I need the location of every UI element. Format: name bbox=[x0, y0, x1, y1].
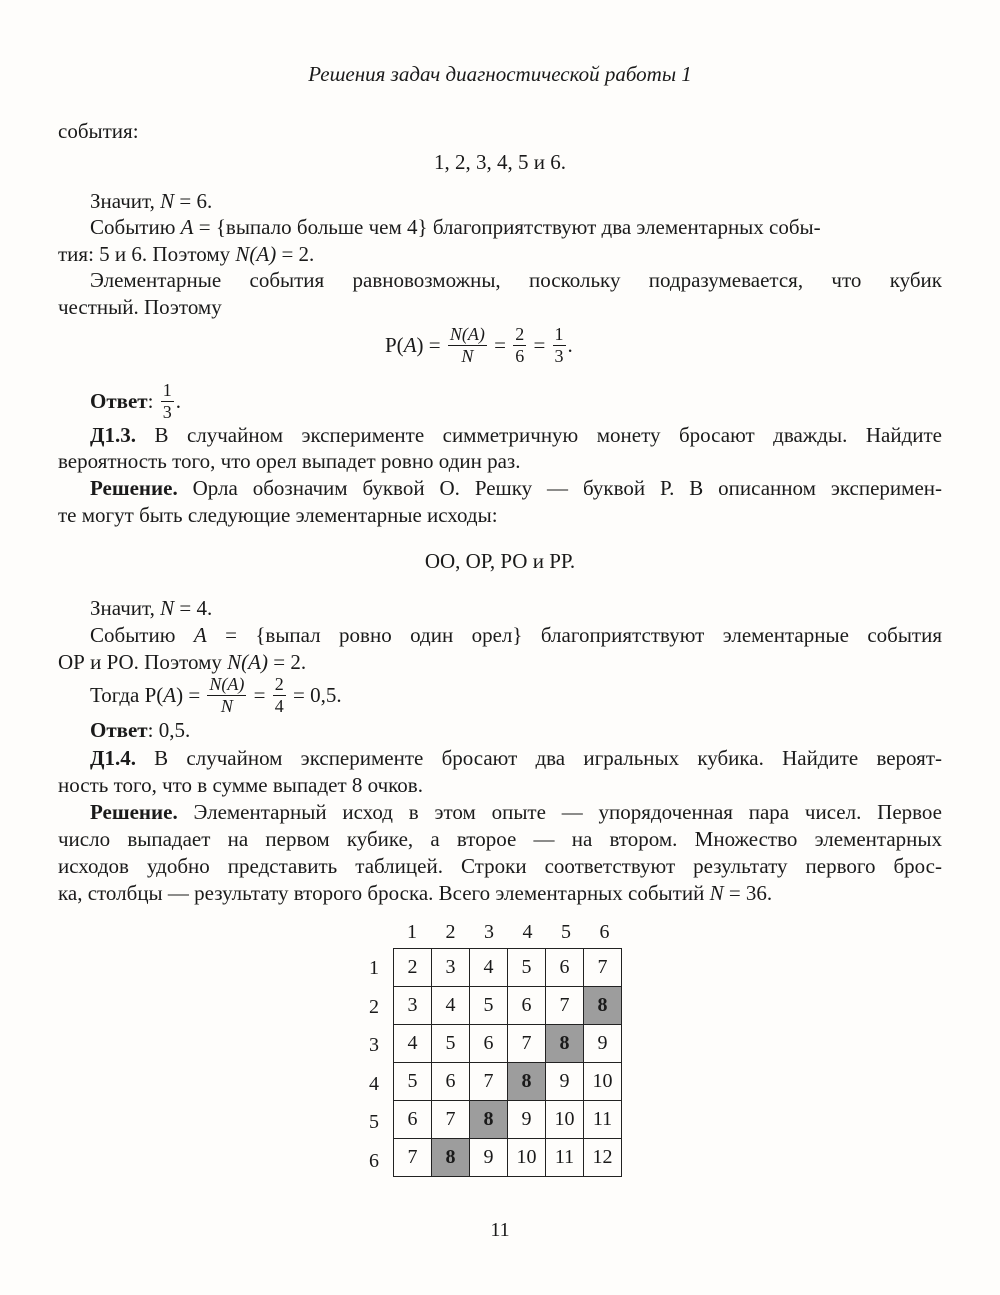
outcome-list: 1, 2, 3, 4, 5 и 6. bbox=[434, 150, 566, 174]
table-cell: 5 bbox=[394, 1063, 432, 1101]
problem-statement: Д1.3. В случайном эксперименте симметричную монету бросают дважды. Найдите bbox=[90, 423, 942, 447]
text-line: Событию A = {выпал ровно один орел} благоприятствуют элементарные события bbox=[90, 623, 943, 647]
table-cell: 6 bbox=[432, 1063, 470, 1101]
fraction: $\frac{2}{6}$ bbox=[515, 324, 525, 366]
table-row bbox=[394, 1063, 622, 1101]
table-cell: 7 bbox=[470, 1063, 508, 1101]
table-cell: 8 bbox=[508, 1063, 546, 1101]
table-cell: 4 bbox=[432, 987, 470, 1025]
text-line: тия: 5 и 6. Поэтому N(A) = 2. bbox=[58, 242, 315, 266]
solution-line: Решение. Элементарный исход в этом опыте — упорядоченная пара чисел. Первое bbox=[90, 800, 942, 824]
table-cell: 3 bbox=[432, 949, 470, 987]
table-row bbox=[394, 1101, 622, 1139]
fraction: $\frac{1}{3}$ bbox=[554, 324, 564, 366]
row-header: 4 bbox=[369, 1072, 379, 1095]
fraction: $\frac{2}{4}$ bbox=[274, 674, 284, 716]
text-line: Событию A = {выпало больше чем 4} благоприятствуют два элементарных собы- bbox=[90, 215, 821, 239]
table-row bbox=[394, 949, 622, 987]
table-cell: 9 bbox=[584, 1025, 622, 1063]
table-row bbox=[394, 1139, 622, 1177]
table-cell: 8 bbox=[470, 1101, 508, 1139]
table-cell: 10 bbox=[546, 1101, 584, 1139]
running-header: Решения задач диагностической работы 1 bbox=[308, 62, 692, 86]
dice-sum-table bbox=[393, 948, 622, 1177]
table-cell: 3 bbox=[394, 987, 432, 1025]
column-header: 5 bbox=[561, 921, 571, 943]
table-cell: 5 bbox=[508, 949, 546, 987]
table-cell: 8 bbox=[584, 987, 622, 1025]
table-cell: 8 bbox=[432, 1139, 470, 1177]
table-cell: 12 bbox=[584, 1139, 622, 1177]
table-cell: 9 bbox=[470, 1139, 508, 1177]
answer-line: Ответ: $\frac{1}{3}$ . bbox=[90, 380, 181, 422]
text-line: честный. Поэтому bbox=[58, 295, 222, 319]
fraction: $\frac{N(A)}{N}$ bbox=[209, 674, 245, 716]
text-line: ка, столбцы — результату второго броска. Всего элементарных событий N = 36. bbox=[58, 881, 773, 905]
answer-line: Ответ: 0,5. bbox=[90, 718, 191, 742]
row-header: 5 bbox=[369, 1111, 379, 1133]
table-cell: 4 bbox=[394, 1025, 432, 1063]
row-header: 6 bbox=[369, 1149, 379, 1172]
row-header: 2 bbox=[369, 995, 379, 1018]
text-line: Значит, N = 6. bbox=[90, 189, 213, 213]
table-cell: 10 bbox=[584, 1063, 622, 1101]
text-line: ОР и РО. Поэтому N(A) = 2. bbox=[58, 650, 307, 674]
table-cell: 9 bbox=[508, 1101, 546, 1139]
text-line: Элементарные события равновозможны, поскольку подразумевается, что кубик bbox=[90, 268, 942, 292]
table-cell: 5 bbox=[432, 1025, 470, 1063]
column-header: 4 bbox=[522, 921, 533, 943]
column-header: 2 bbox=[445, 921, 456, 943]
table-cell: 8 bbox=[546, 1025, 584, 1063]
table-cell: 10 bbox=[508, 1139, 546, 1177]
problem-statement: Д1.4. В случайном эксперименте бросают два игральных кубика. Найдите вероят- bbox=[90, 746, 942, 770]
probability-formula: P(A) = $\frac{N(A)}{N}$ = $\frac{2}{6}$ = $\frac{1}{3}$ . bbox=[385, 324, 573, 366]
table-cell: 6 bbox=[470, 1025, 508, 1063]
fraction: $\frac{N(A)}{N}$ bbox=[449, 324, 485, 366]
text-line: исходов удобно представить таблицей. Строки соответствуют результату первого брос- bbox=[58, 854, 942, 878]
text-line: число выпадает на первом кубике, а второе — на втором. Множество элементарных bbox=[58, 827, 942, 851]
column-header: 6 bbox=[599, 921, 610, 943]
table-cell: 7 bbox=[584, 949, 622, 987]
outcome-list: ОО, ОР, РО и РР. bbox=[424, 549, 576, 573]
text-line: те могут быть следующие элементарные исходы: bbox=[58, 503, 498, 527]
row-header: 1 bbox=[369, 957, 379, 979]
table-row bbox=[394, 1025, 622, 1063]
table-cell: 11 bbox=[546, 1139, 584, 1177]
table-row bbox=[394, 987, 622, 1025]
table-cell: 4 bbox=[470, 949, 508, 987]
text-line: события: bbox=[58, 119, 139, 143]
solution-line: Решение. Орла обозначим буквой О. Решку — буквой Р. В описанном эксперимен- bbox=[90, 476, 942, 500]
text-line: ность того, что в сумме выпадет 8 очков. bbox=[58, 773, 423, 797]
table-cell: 6 bbox=[394, 1101, 432, 1139]
table-cell: 7 bbox=[432, 1101, 470, 1139]
fraction: $\frac{1}{3}$ bbox=[162, 380, 172, 422]
table-cell: 2 bbox=[394, 949, 432, 987]
table-cell: 7 bbox=[546, 987, 584, 1025]
page-number: 11 bbox=[490, 1219, 510, 1241]
table-cell: 6 bbox=[508, 987, 546, 1025]
probability-formula: Тогда P(A) = $\frac{N(A)}{N}$ = $\frac{2}{4}$ = 0,5. bbox=[90, 674, 342, 716]
text-line: Значит, N = 4. bbox=[90, 596, 213, 620]
table-cell: 5 bbox=[470, 987, 508, 1025]
column-header: 1 bbox=[407, 921, 417, 943]
table-cell: 11 bbox=[584, 1101, 622, 1139]
table-cell: 9 bbox=[546, 1063, 584, 1101]
table-cell: 7 bbox=[508, 1025, 546, 1063]
text-line: вероятность того, что орел выпадет ровно один раз. bbox=[58, 449, 521, 473]
row-header: 3 bbox=[369, 1034, 379, 1056]
table-cell: 7 bbox=[394, 1139, 432, 1177]
column-header: 3 bbox=[484, 921, 494, 943]
table-cell: 6 bbox=[546, 949, 584, 987]
